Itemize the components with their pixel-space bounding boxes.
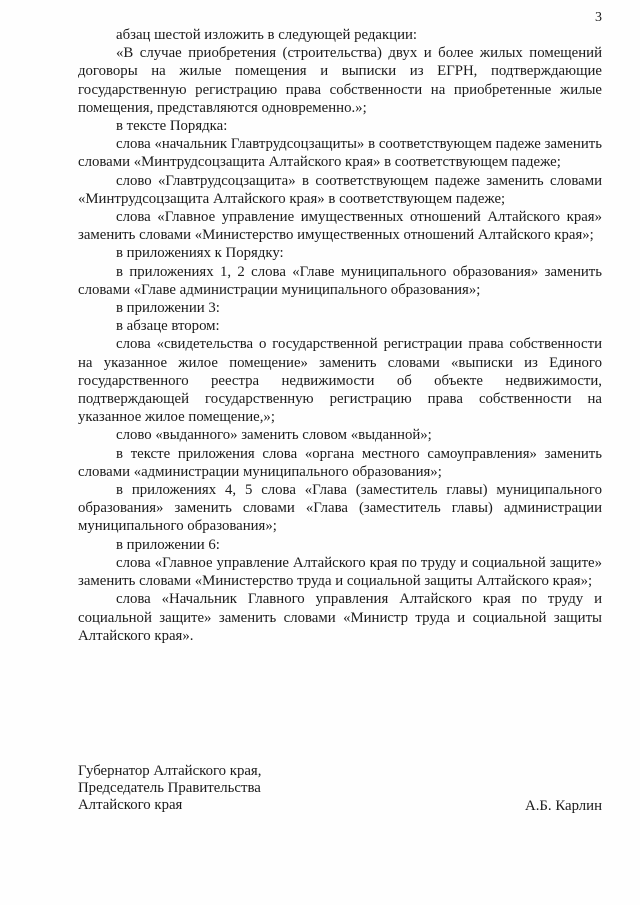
paragraph: в тексте приложения слова «органа местного самоуправления» заменить словами «администрации муниципального образования»; (78, 445, 602, 480)
signatory-title-line: Председатель Правительства (78, 780, 261, 796)
signatory-title (78, 763, 261, 814)
signatory-title-line: Алтайского края (78, 797, 183, 813)
paragraph: слово «выданного» заменить словом «выданной»; (116, 427, 432, 444)
paragraph: абзац шестой изложить в следующей редакции: (116, 27, 418, 43)
paragraph: слова «Начальник Главного управления Алтайского края по труду и социальной защите» заменить словами «Министр труда и социальной защиты Алтайского края». (78, 591, 602, 644)
paragraph: в приложении 6: (116, 536, 220, 553)
paragraph: в приложениях 1, 2 слова «Главе муниципального образования» заменить словами «Главе администрации муниципального образования»; (78, 263, 602, 298)
paragraph: слова «начальник Главтрудсоцзащиты» в соответствующем падеже заменить словами «Минтрудсоцзащита Алтайского края» в соответствующем падеже; (78, 136, 602, 171)
paragraph: слова «свидетельства о государственной регистрации права собственности на указанное жилое помещение» заменить словами «выписки из Единого государственного реестра недвижимости об объекте недвижимости, подтверждающей государственную регистрацию права собственности на указанное жилое помещение,»; (78, 336, 602, 426)
paragraph: слово «Главтрудсоцзащита» в соответствующем падеже заменить словами «Минтрудсоцзащита Алтайского края» в соответствующем падеже; (78, 172, 602, 207)
paragraph: слова «Главное управление имущественных отношений Алтайского края» заменить словами «Министерство имущественных отношений Алтайского края»; (78, 209, 602, 244)
page-number: 3 (595, 10, 602, 25)
signatory-title-line: Губернатор Алтайского края, (78, 763, 262, 779)
paragraph: в абзаце втором: (116, 318, 220, 335)
paragraph: слова «Главное управление Алтайского края по труду и социальной защите» заменить словами «Министерство труда и социальной защиты Алтайского края»; (78, 554, 602, 590)
signatory-name: А.Б. Карлин (525, 798, 602, 814)
paragraph: в тексте Порядка: (116, 118, 228, 135)
paragraph: в приложениях к Порядку: (116, 245, 284, 262)
paragraph: в приложениях 4, 5 слова «Глава (заместитель главы) муниципального образования» заменить словами «Глава (заместитель главы) администрации муниципального образования»; (78, 482, 602, 535)
paragraph: «В случае приобретения (строительства) двух и более жилых помещений договоры на жилые помещения и выписки из ЕГРН, подтверждающие государственную регистрацию права собственности на приобретенные жилые помещения, представляются одновременно.»; (78, 45, 602, 116)
document-body (78, 26, 602, 645)
paragraph: в приложении 3: (116, 300, 220, 317)
